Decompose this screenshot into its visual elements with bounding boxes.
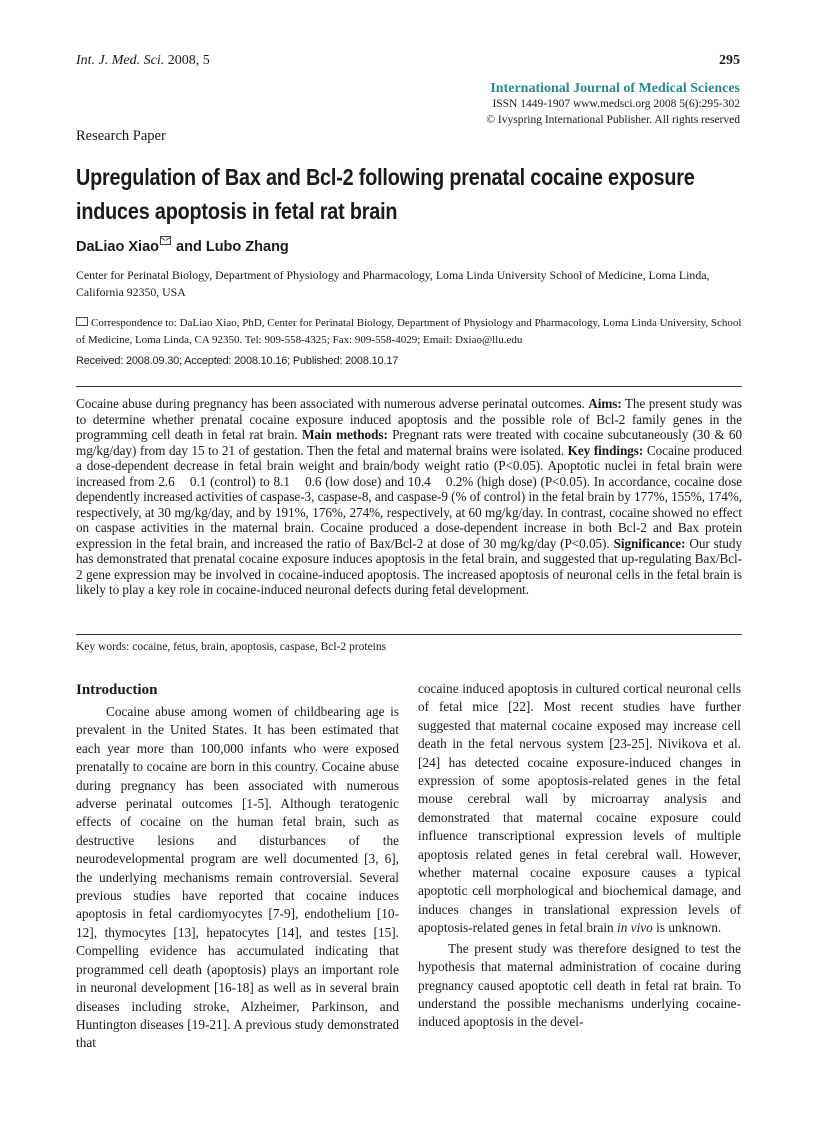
keywords: Key words: cocaine, fetus, brain, apoptosis, caspase, Bcl-2 proteins — [76, 641, 387, 653]
body-paragraph: The present study was therefore designed to test the hypothesis that maternal administration of cocaine during pregnancy caused apoptotic cell death in fetal rat brain. To understand the possible mechanisms underlying cocaine-induced apoptosis in the devel- — [418, 940, 741, 1030]
abstract-label: Significance: — [613, 535, 686, 551]
envelope-icon[interactable] — [160, 236, 171, 245]
author-name[interactable]: DaLiao Xiao — [76, 239, 159, 255]
abstract — [76, 396, 746, 598]
abstract-text: Pregnant rats were treated with cocaine subcutaneously (30 & 60 mg/kg/day) from day 15 to 21 of gestation. Then the fetal and maternal brains were isolated. — [76, 427, 743, 458]
body-text-italic: in vivo — [617, 920, 653, 936]
abstract-text: Cocaine abuse during pregnancy has been associated with numerous adverse perinatal outcomes. — [76, 396, 589, 411]
journal-year-volume: 2008, 5 — [167, 53, 210, 68]
abstract-text: Cocaine produced a dose-dependent decrease in fetal brain weight and brain/body weight ratio (P<0.05). Apoptotic nuclei in fetal brain were increased from 2.6 0.1 (control) to 8.1 0.6 (low dose) and 10.4 0.2% (high dose) (P<0.05). In accordance, cocaine dose dependently increased activities of caspase-3, caspase-8, and caspase-9 (% of control) in the fetal brain by 177%, 155%, 174%, respectively, at 30 mg/kg/day, and by 191%, 176%, 274%, respectively, at 60 mg/kg/day. In contrast, cocaine showed no effect on caspase activities in the maternal brain. Cocaine produced a dose-dependent increase in both Bcl-2 and Bax protein expression in the fetal brain, and increased the ratio of Bax/Bcl-2 at dose of 30 mg/kg/day (P<0.05). — [76, 442, 746, 551]
abstract-label: Key findings: — [567, 442, 644, 458]
author-name: and Lubo Zhang — [172, 239, 289, 255]
affiliation: Center for Perinatal Biology, Department of Physiology and Pharmacology, Loma Linda University School of Medicine, Loma Linda, California 92350, USA — [76, 268, 710, 299]
correspondence — [76, 315, 742, 348]
journal-abbrev: Int. J. Med. Sci. — [76, 53, 165, 68]
body-text: is unknown. — [652, 920, 722, 936]
running-header-journal — [76, 53, 210, 69]
abstract-top-rule — [76, 386, 742, 387]
body-text: cocaine induced apoptosis in cultured cortical neuronal cells of fetal mice [22]. Most recent studies have further suggested that maternal cocaine exposed may increase cell death in the fetal nervous system [23-25]. Nivikova et al.[24] has detected cocaine exposure-induced changes in expression of some apoptosis-related genes in the fetal mouse cerebral wall by microarray analysis and demonstrated that maternal cocaine exposure could influence transcriptional expression levels of multiple apoptosis related genes in fetal cerebral wall. However, whether maternal cocaine exposure causes a typical apoptotic cell morphological and biochemical damage, and induces changes in translational expression levels of apoptosis-related genes in fetal brain — [418, 681, 741, 936]
correspondence-text: Correspondence to: DaLiao Xiao, PhD, Center for Perinatal Biology, Department of Physiology and Pharmacology, Loma Linda University, School of Medicine, Loma Linda, CA 92350. Tel: 909-558-4325; Fax: 909-558-4029; Email: Dxiao@llu.edu — [76, 317, 742, 346]
body-column-right — [418, 680, 741, 1032]
envelope-icon — [76, 317, 88, 326]
article-title: Upregulation of Bax and Bcl-2 following prenatal cocaine exposure induces apoptosis in fetal rat brain — [76, 164, 695, 224]
journal-name: International Journal of Medical Sciences — [490, 81, 740, 96]
article-dates: Received: 2008.09.30; Accepted: 2008.10.16; Published: 2008.10.17 — [76, 355, 399, 367]
abstract-label: Aims: — [588, 396, 622, 411]
section-heading: Introduction — [76, 682, 158, 698]
author-list — [76, 239, 289, 255]
paper-type: Research Paper — [76, 128, 166, 144]
page-number: 295 — [719, 53, 740, 68]
abstract-text: The present study was to determine whether prenatal cocaine exposure induced apoptosis and the possible role of Bcl-2 family genes in the programming cell death in fetal rat brain. — [76, 396, 742, 442]
abstract-bottom-rule — [76, 634, 742, 635]
body-column-left — [76, 680, 399, 1053]
abstract-label: Main methods: — [301, 427, 388, 442]
body-paragraph: Cocaine abuse among women of childbearing age is prevalent in the United States. It has been estimated that each year more than 100,000 infants who were exposed prenatally to cocaine are born in this country. Cocaine abuse during pregnancy has been associated with numerous adverse perinatal outcomes [1-5]. Although teratogenic effects of cocaine on the human fetal brain, such as destructive lesions and disturbances of the neurodevelopmental program are well documented [3, 6], the underlying mechanisms remain controversial. Several previous studies have reported that cocaine induces apoptosis in fetal cardiomyocytes [7-9], endothelium [10-12], thymocytes [13], hepatocytes [14], and testes [15]. Compelling evidence has accumulated indicating that programmed cell death (apoptosis) plays an important role in neuronal development [16-18] as well as in several brain diseases including stroke, Alzheimer, Parkinson, and Huntington diseases [19-21]. A previous study demonstrated that — [76, 704, 399, 1051]
abstract-text: Our study has demonstrated that prenatal cocaine exposure induces apoptosis in the fetal brain, and suggested that up-regulating Bax/Bcl-2 gene expression may be involved in cocaine-induced apoptosis. The increased apoptosis of neuronal cells in the fetal brain is likely to play a key role in cocaine-induced neuronal defects during fetal development. — [76, 535, 742, 597]
copyright-line: © Ivyspring International Publisher. All rights reserved — [486, 114, 740, 126]
body-paragraph — [418, 680, 741, 938]
issn-line: ISSN 1449-1907 www.medsci.org 2008 5(6):295-302 — [492, 98, 740, 110]
